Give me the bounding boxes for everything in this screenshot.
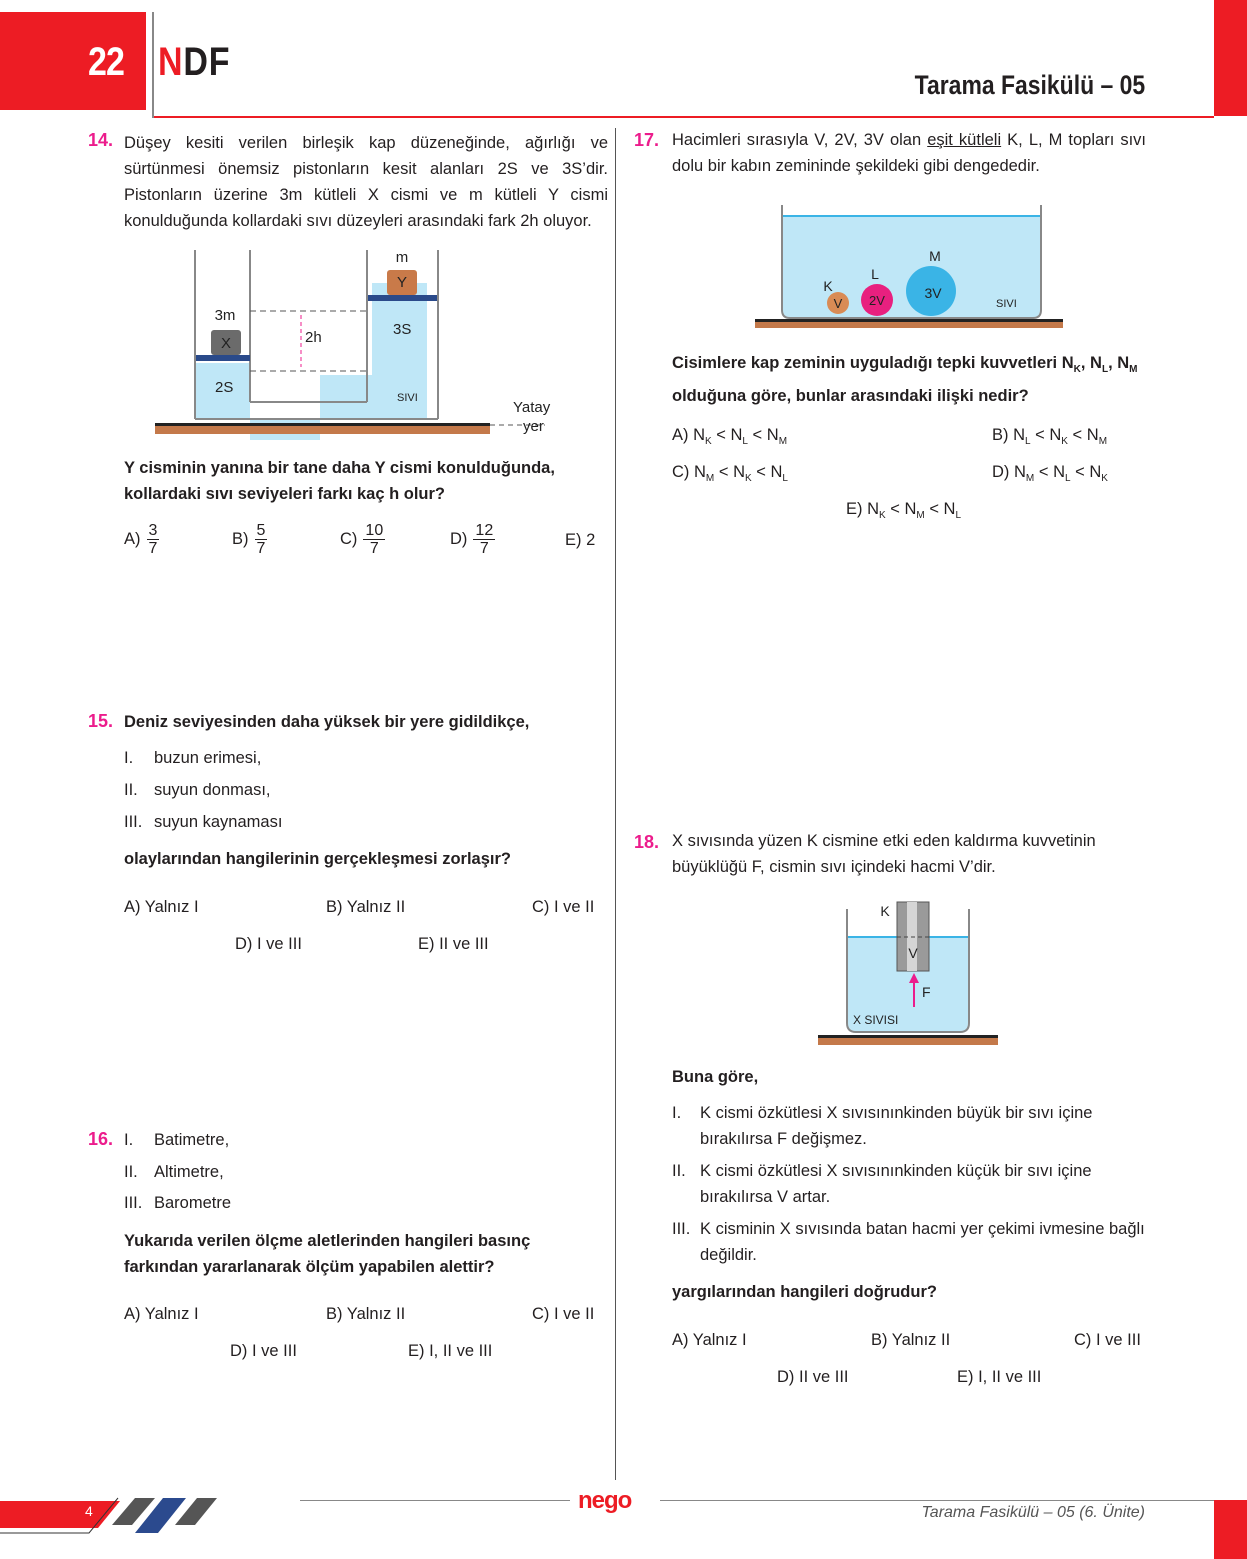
piston-left [196, 355, 250, 361]
q18-item-3: III. K cisminin X sıvısında batan hacmi yer çekimi ivmesine bağlı değildir. [672, 1220, 1145, 1264]
q14-question: Y cisminin yanına bir tane daha Y cismi konulduğunda, kollardaki sıvı seviyeleri farkı kaç h olur? [124, 459, 555, 503]
label-k: K [880, 903, 890, 919]
label-liquid: X SIVISI [853, 1013, 899, 1027]
label-2h: 2h [305, 329, 322, 346]
q16-option-d[interactable]: D) I ve III [230, 1342, 297, 1360]
q15-option-a[interactable]: A) Yalnız I [124, 898, 199, 916]
q18-item-2: II. K cismi özkütlesi X sıvısınınkinden küçük bir sıvı içine bırakılırsa V artar. [672, 1162, 1092, 1206]
ball-l-volume: 2V [869, 293, 885, 308]
q15-option-d[interactable]: D) I ve III [235, 935, 302, 953]
header-logo [158, 40, 230, 85]
q16-option-c[interactable]: C) I ve II [532, 1305, 595, 1323]
q16-item-1: I. Batimetre, [124, 1131, 230, 1149]
ball-k-label: K [823, 278, 833, 294]
label-f: F [922, 984, 931, 1000]
ball-m-label: M [929, 248, 941, 264]
footer-title: Tarama Fasikülü – 05 (6. Ünite) [921, 1504, 1145, 1521]
ball-l-label: L [871, 266, 879, 282]
q14-figure [150, 245, 570, 440]
q14-option-b[interactable]: B) $\frac{5}{7}$ [232, 522, 266, 557]
q16-option-b[interactable]: B) Yalnız II [326, 1305, 406, 1323]
ball-k-volume: V [833, 296, 843, 311]
footer-rule-right [660, 1500, 1214, 1501]
q16-option-a[interactable]: A) Yalnız I [124, 1305, 199, 1323]
q17-question: Cisimlere kap zeminin uyguladığı tepki kuvvetleri $N_K$, $N_L$, $N_M$ olduğuna göre, bunlar arasındaki ilişki nedir? [672, 354, 1138, 405]
q18-item-1: I. K cismi özkütlesi X sıvısınınkinden büyük bir sıvı içine bırakılırsa F değişmez. [672, 1104, 1093, 1148]
question-text: Düşey kesiti verilen birleşik kap düzeneğinde, ağırlığı ve sürtünmesi önemsiz pistonların kesit alanları 2S ve 3S’dir. Pistonların üzerine 3m kütleli X cismi ve m kütleli Y cismi konulduğunda kollardaki sıvı düzeyleri arasındaki fark 2h oluyor. [124, 134, 608, 230]
label-y: Y [396, 274, 408, 291]
header-page-badge: 22 [88, 40, 125, 84]
ground [755, 322, 1063, 328]
label-y-mass: m [395, 249, 409, 266]
q14-option-c[interactable]: C) $\frac{10}{7}$ [340, 522, 384, 557]
q14-option-e[interactable]: E) 2 [565, 531, 596, 549]
q16-item-2: II. Altimetre, [124, 1163, 224, 1181]
label-liquid: SIVI [397, 392, 418, 404]
ball-m-volume: 3V [924, 285, 942, 301]
q17-figure [750, 205, 1070, 335]
side-tab-bottom [1214, 1500, 1247, 1559]
label-x: X [220, 335, 232, 352]
label-3s: 3S [393, 321, 412, 338]
header-rule [154, 116, 1214, 118]
q14-option-d[interactable]: D) $\frac{12}{7}$ [450, 522, 494, 557]
q15-option-b[interactable]: B) Yalnız II [326, 898, 406, 916]
label-2s: 2S [215, 379, 234, 396]
q17-option-b[interactable]: B) $N_L < N_K < N_M$ [992, 426, 1108, 447]
label-x-mass: 3m [214, 307, 236, 324]
q18-option-a[interactable]: A) Yalnız I [672, 1331, 747, 1349]
q17-option-a[interactable]: A) $N_K < N_L < N_M$ [672, 426, 788, 447]
q16-option-e[interactable]: E) I, II ve III [408, 1342, 493, 1360]
q15-stem: Deniz seviyesinden daha yüksek bir yere gidildikçe, [124, 713, 530, 731]
q17-option-e[interactable]: E) $N_K < N_M < N_L$ [846, 500, 962, 521]
q18-option-e[interactable]: E) I, II ve III [957, 1368, 1042, 1386]
q16-question: Yukarıda verilen ölçme aletlerinden hangileri basınç farkından yararlanarak ölçüm yapabilen alettir? [124, 1232, 531, 1276]
logo-letter-n: N [158, 40, 184, 84]
footer-stripes [0, 1495, 300, 1540]
ground [155, 426, 490, 434]
q18-figure [810, 895, 1005, 1050]
q15-option-e[interactable]: E) II ve III [418, 935, 489, 953]
label-ground-1: Yatay [513, 399, 551, 416]
q18-option-d[interactable]: D) II ve III [777, 1368, 849, 1386]
q17-option-c[interactable]: C) $N_M < N_K < N_L$ [672, 463, 788, 484]
piston-right [368, 295, 437, 301]
q16-number: 16. [88, 1129, 114, 1149]
q17-option-d[interactable]: D) $N_M < N_L < N_K$ [992, 463, 1108, 484]
publisher-logo: nego [578, 1487, 632, 1514]
q15-option-c[interactable]: C) I ve II [532, 898, 595, 916]
q15-number: 15. [88, 711, 114, 731]
logo-letters: DF [183, 40, 231, 84]
q18-option-b[interactable]: B) Yalnız II [871, 1331, 951, 1349]
footer-rule-left [300, 1500, 570, 1501]
question-number: 14. [88, 130, 114, 150]
q15-item-3: III. suyun kaynaması [124, 813, 283, 831]
q15-question: olaylarından hangilerinin gerçekleşmesi zorlaşır? [124, 850, 511, 868]
q15-item-2: II. suyun donması, [124, 781, 271, 799]
question-14 [88, 130, 608, 234]
q17-text: Hacimleri sırasıyla V, 2V, 3V olan eşit kütleli K, L, M topları sıvı dolu bir kabın zemininde şekildeki gibi dengededir. [672, 131, 1146, 175]
q18-text: X sıvısında yüzen K cismine etki eden kaldırma kuvvetinin büyüklüğü F, cismin sıvı içindeki hacmi V’dir. [672, 832, 1096, 876]
page-number: 4 [85, 1503, 93, 1519]
ground [818, 1038, 998, 1045]
q15-item-1: I. buzun erimesi, [124, 749, 262, 767]
label-v: V [908, 945, 918, 961]
header-divider [152, 12, 154, 118]
q16-item-3: III. Barometre [124, 1194, 232, 1212]
column-divider [615, 128, 616, 1480]
label-liquid: SIVI [996, 298, 1017, 310]
label-ground-2: yer [523, 418, 544, 435]
q17-number: 17. [634, 130, 660, 150]
q18-lead: Buna göre, [672, 1068, 759, 1086]
q18-option-c[interactable]: C) I ve III [1074, 1331, 1141, 1349]
q18-question: yargılarından hangileri doğrudur? [672, 1283, 937, 1301]
q14-option-a[interactable]: A) $\frac{3}{7}$ [124, 522, 158, 557]
page-title: Tarama Fasikülü – 05 [914, 70, 1145, 100]
side-tab-top [1214, 0, 1247, 116]
q18-number: 18. [634, 832, 660, 852]
page-number-badge [0, 1501, 120, 1528]
